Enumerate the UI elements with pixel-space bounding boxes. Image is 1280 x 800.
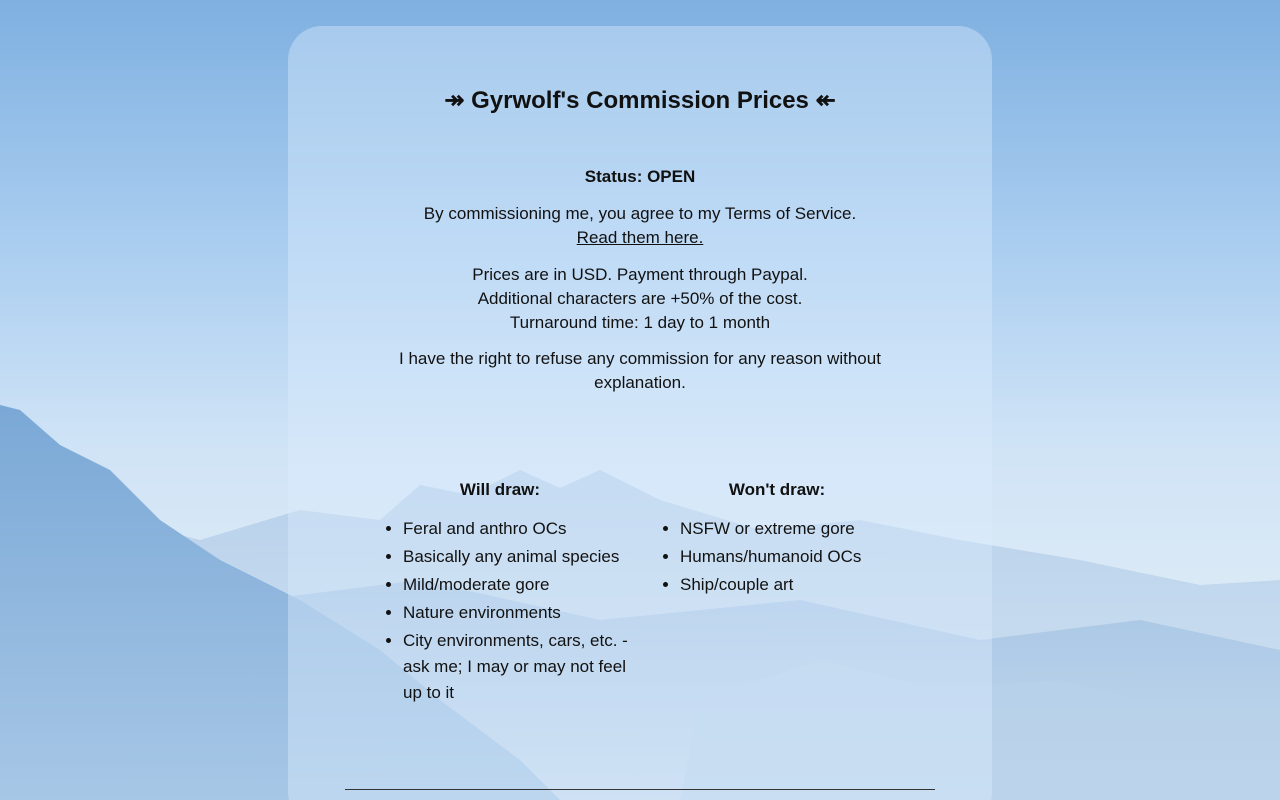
list-item: • Basically any animal species: [403, 544, 630, 570]
wont-draw-column: [647, 480, 907, 600]
pricing-paragraph: [388, 263, 892, 335]
list-item: • Ship/couple art: [680, 572, 907, 598]
pricing-line: Prices are in USD. Payment through Paypal.: [472, 265, 808, 284]
status-text: Status: OPEN: [584, 167, 696, 186]
wont-draw-list: [647, 516, 907, 598]
will-draw-title: Will draw:: [459, 480, 541, 499]
list-item: • Humans/humanoid OCs: [680, 544, 907, 570]
tos-text: By commissioning me, you agree to my Terms of Service.: [423, 204, 857, 223]
pricing-line: Additional characters are +50% of the cost.: [477, 289, 803, 308]
pricing-line: Turnaround time: 1 day to 1 month: [509, 313, 771, 332]
will-draw-column: [370, 480, 630, 708]
list-item: • Nature environments: [403, 600, 630, 626]
refusal-paragraph: I have the right to refuse any commission for any reason without explanation.: [399, 349, 881, 392]
section-divider: [345, 789, 935, 790]
tos-paragraph: [388, 202, 892, 250]
will-draw-list: [370, 516, 630, 706]
list-item: • City environments, cars, etc. - ask me; I may or may not feel up to it: [403, 628, 630, 706]
list-item: • NSFW or extreme gore: [680, 516, 907, 542]
wont-draw-title: Won't draw:: [728, 480, 826, 499]
tos-link[interactable]: Read them here.: [576, 228, 704, 247]
list-item: • Mild/moderate gore: [403, 572, 630, 598]
list-item: • Feral and anthro OCs: [403, 516, 630, 542]
page-title: ↠ Gyrwolf's Commission Prices ↞: [444, 87, 836, 114]
